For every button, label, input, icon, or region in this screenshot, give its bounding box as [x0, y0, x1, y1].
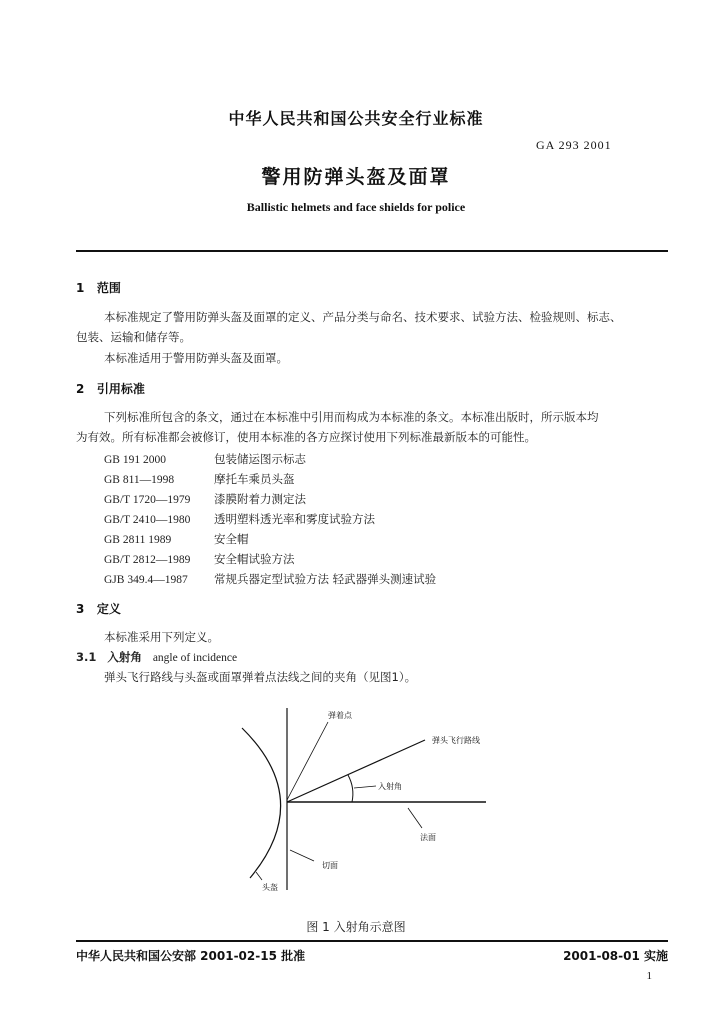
helmet-label-leader: [256, 872, 262, 880]
section-3-intro: 本标准采用下列定义。: [104, 630, 219, 644]
tangent-label-leader: [290, 850, 314, 861]
label-impact-point: 弹着点: [328, 711, 352, 720]
figure-caption: 图 1 入射角示意图: [306, 920, 406, 934]
section-3-number: 3: [76, 602, 85, 616]
reference-number: GJB 349.4—1987: [104, 574, 188, 586]
normal-label-leader: [408, 808, 422, 828]
section-2-intro-line-2: 为有效。所有标准都会被修订，使用本标准的各方应探讨使用下列标准最新版本的可能性。: [76, 430, 536, 444]
document-title: 警用防弹头盔及面罩: [261, 166, 451, 188]
section-3-title: 定义: [96, 602, 121, 616]
figure-incidence-angle: [220, 700, 510, 910]
reference-number: GB/T 2812—1989: [104, 554, 191, 566]
header-divider: [76, 250, 668, 252]
reference-title: 安全帽: [214, 532, 249, 546]
definition-number: 3.1: [76, 650, 97, 664]
issuer-approval: 中华人民共和国公安部 2001-02-15 批准: [76, 949, 306, 963]
reference-number: GB/T 1720—1979: [104, 494, 191, 506]
page-number: 1: [646, 970, 652, 982]
reference-item: [104, 491, 306, 507]
definition-text: 弹头飞行路线与头盔或面罩弹着点法线之间的夹角（见图1）。: [104, 670, 417, 684]
trajectory-line: [287, 740, 425, 802]
reference-item: [104, 471, 295, 487]
reference-title: 包装储运图示标志: [214, 452, 306, 466]
reference-item: [104, 551, 295, 567]
label-trajectory: 弹头飞行路线: [432, 736, 480, 745]
footer-divider: [76, 940, 668, 942]
section-1-para-1-line-2: 包装、运输和储存等。: [76, 330, 191, 344]
section-2-heading: [76, 380, 145, 397]
section-1-number: 1: [76, 281, 85, 295]
label-angle: 入射角: [378, 782, 402, 791]
angle-arc: [348, 775, 353, 802]
definition-term-english: angle of incidence: [152, 652, 238, 664]
section-1-heading: [76, 279, 121, 296]
reference-title: 安全帽试验方法: [214, 552, 295, 566]
implementation-date: 2001-08-01 实施: [563, 949, 668, 963]
helmet-surface-curve: [242, 728, 281, 878]
reference-item: [104, 571, 436, 587]
label-normal: 法面: [420, 833, 436, 842]
reference-item: [104, 531, 249, 547]
reference-title: 常规兵器定型试验方法 轻武器弹头测速试验: [214, 572, 437, 586]
reference-number: GB 811—1998: [104, 474, 175, 486]
definition-term: 入射角: [107, 650, 142, 664]
reference-number: GB/T 2410—1980: [104, 514, 191, 526]
standard-title: 中华人民共和国公共安全行业标准: [228, 109, 484, 128]
reference-item: [104, 451, 306, 467]
section-2-title: 引用标准: [96, 382, 145, 396]
impact-point-leader: [287, 722, 328, 800]
reference-title: 漆膜附着力测定法: [214, 492, 306, 506]
reference-item: [104, 511, 375, 527]
reference-title: 摩托车乘员头盔: [214, 472, 295, 486]
angle-label-leader: [354, 786, 376, 788]
reference-number: GB 2811 1989: [104, 534, 172, 546]
section-1-para-1-line-1: 本标准规定了警用防弹头盔及面罩的定义、产品分类与命名、技术要求、试验方法、检验规则、标志、: [104, 310, 622, 324]
section-1-para-2: 本标准适用于警用防弹头盔及面罩。: [104, 351, 288, 365]
section-2-intro-line-1: 下列标准所包含的条文，通过在本标准中引用而构成为本标准的条文。本标准出版时，所示版本均: [104, 410, 599, 424]
reference-number: GB 191 2000: [104, 454, 166, 466]
section-2-number: 2: [76, 382, 85, 396]
document-title-english: Ballistic helmets and face shields for police: [246, 200, 466, 214]
standard-code: GA 293 2001: [536, 138, 612, 152]
reference-title: 透明塑料透光率和雾度试验方法: [214, 512, 375, 526]
label-helmet: 头盔: [262, 883, 278, 892]
definition-3-1: [76, 649, 237, 665]
label-tangent: 切面: [322, 861, 338, 870]
section-3-heading: [76, 600, 121, 617]
section-1-title: 范围: [96, 281, 121, 295]
